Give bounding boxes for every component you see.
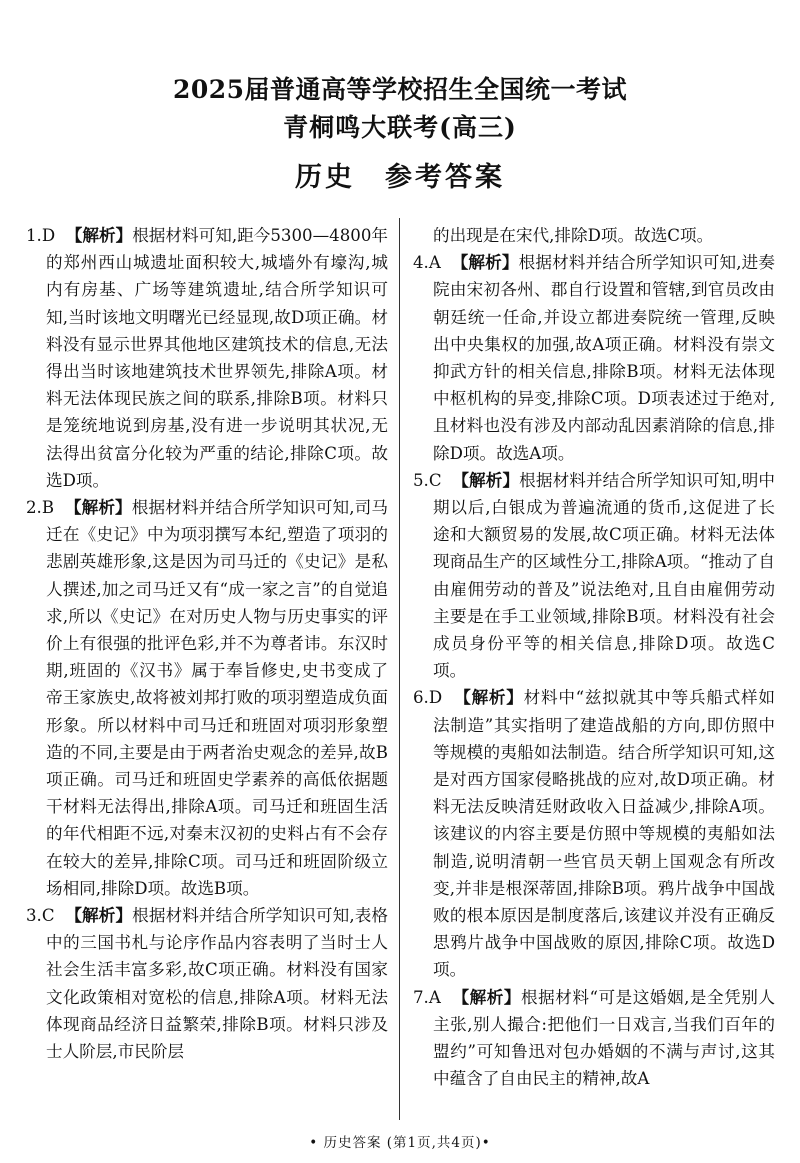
question-item	[413, 984, 775, 1093]
question-number: 5.	[413, 470, 429, 490]
subject-heading	[0, 155, 800, 194]
analysis-text: 根据材料并结合所学知识可知,表格中的三国书札与论序作品内容表明了当时士人社会生活丰富多彩,故C项正确。材料没有国家文化政策相对宽松的信息,排除A项。材料无法体现商品经济日益繁荣,排除B项。材料只涉及士人阶层,市民阶层	[46, 906, 388, 1062]
question-item	[26, 222, 388, 494]
analysis-tag: 【解析】	[452, 986, 521, 1007]
analysis-text: 根据材料并结合所学知识可知,进奏院由宋初各州、郡自行设置和管辖,到官员改由朝廷统一任命,并设立都进奏院统一管理,反映出中央集权的加强,故A项正确。材料没有崇文抑武方针的相关信息,排除B项。材料无法体现中枢机构的异变,排除C项。D项表述过于绝对,且材料也没有涉及内部动乱因素消除的信息,排除D项。故选A项。	[433, 253, 775, 463]
answer-letter: D	[428, 688, 443, 708]
answer-letter: A	[428, 253, 441, 273]
question-number: 6.	[413, 688, 429, 708]
question-item	[413, 467, 775, 685]
right-column	[413, 222, 775, 1093]
analysis-tag: 【解析】	[454, 687, 524, 708]
left-column	[26, 222, 388, 1065]
analysis-text: 根据材料并结合所学知识可知,明中期以后,白银成为普遍流通的货币,这促进了长途和大额贸易的发展,故C项正确。材料无法体现商品生产的区域性分工,排除A项。“推动了自由雇佣劳动的普及”说法绝对,且自由雇佣劳动主要是在手工业领域,排除B项。材料没有社会成员身份平等的相关信息,排除D项。故选C项。	[433, 470, 775, 681]
analysis-tag: 【解析】	[451, 252, 519, 273]
answer-letter: B	[41, 498, 55, 518]
question-number: 7.	[413, 987, 429, 1007]
exam-title: 2025届普通高等学校招生全国统一考试	[172, 75, 628, 104]
question-item	[26, 494, 388, 902]
question-number: 2.	[26, 498, 42, 518]
analysis-text: 根据材料“可是这婚姻,是全凭别人主张,别人撮合:把他们一日戏言,当我们百年的盟约”可知鲁迅对包办婚姻的不满与声讨,这其中蕴含了自由民主的精神,故A	[433, 987, 775, 1089]
answer-key-label: 参考答案	[385, 162, 505, 193]
answer-letter: A	[428, 987, 441, 1007]
answer-letter: D	[41, 226, 56, 245]
analysis-tag: 【解析】	[65, 225, 133, 245]
question-item	[413, 249, 775, 467]
analysis-tag: 【解析】	[65, 905, 133, 926]
exam-subtitle: 青桐鸣大联考(高三)	[283, 113, 517, 142]
analysis-tag: 【解析】	[452, 469, 520, 490]
question-number: 3.	[26, 906, 42, 926]
analysis-text: 材料中“兹拟就其中等兵船式样如法制造”其实指明了建造战船的方向,即仿照中等规模的夷船如法制造。结合所学知识可知,这是对西方国家侵略挑战的应对,故D项正确。材料无法反映清廷财政收入日益减少,排除A项。该建议的内容主要是仿照中等规模的夷船如法制造,说明清朝一些官员天朝上国观念有所改变,并非是根深蒂固,排除B项。鸦片战争中国战败的根本原因是制度落后,该建议并没有正确反思鸦片战争中国战败的原因,排除C项。故选D项。	[433, 688, 775, 980]
analysis-tag: 【解析】	[64, 497, 132, 518]
question-item	[26, 902, 388, 1065]
answer-letter: C	[41, 906, 55, 926]
question-continuation: 的出现是在宋代,排除D项。故选C项。	[433, 226, 714, 245]
page-footer: • 历史答案 (第1页,共4页)•	[309, 1135, 491, 1151]
analysis-text: 根据材料可知,距今5300—4800年的郑州西山城遗址面积较大,城墙外有壕沟,城内有房基、广场等建筑遗址,结合所学知识可知,当时该地文明曙光已经显现,故D项正确。材料没有显示世界其他地区建筑技术的信息,无法得出当时该地建筑技术世界领先,排除A项。材料无法体现民族之间的联系,排除B项。材料只是笼统地说到房基,没有进一步说明其状况,无法得出贫富分化较为严重的结论,排除C项。故选D项。	[46, 226, 389, 490]
question-number: 4.	[413, 253, 429, 273]
column-divider	[399, 218, 400, 1120]
answer-letter: C	[428, 470, 442, 490]
analysis-text: 根据材料并结合所学知识可知,司马迁在《史记》中为项羽撰写本纪,塑造了项羽的悲剧英雄形象,这是因为司马迁的《史记》是私人撰述,加之司马迁又有“成一家之言”的自觉追求,所以《史记》在对历史人物与历史事实的评价上有很强的批评色彩,并不为尊者讳。东汉时期,班固的《汉书》属于奉旨修史,史书变成了帝王家族史,故将被刘邦打败的项羽塑造成负面形象。所以材料中司马迁和班固对项羽形象塑造的不同,主要是由于两者治史观念的差异,故B项正确。司马迁和班固史学素养的高低依据题干材料无法得出,排除A项。司马迁和班固生活的年代相距不远,对秦末汉初的史料占有不会存在较大的差异,排除C项。司马迁和班固阶级立场相同,排除D项。故选B项。	[46, 498, 388, 898]
question-number: 1.	[26, 226, 42, 245]
question-item	[413, 684, 775, 983]
subject-name: 历史	[295, 162, 355, 193]
